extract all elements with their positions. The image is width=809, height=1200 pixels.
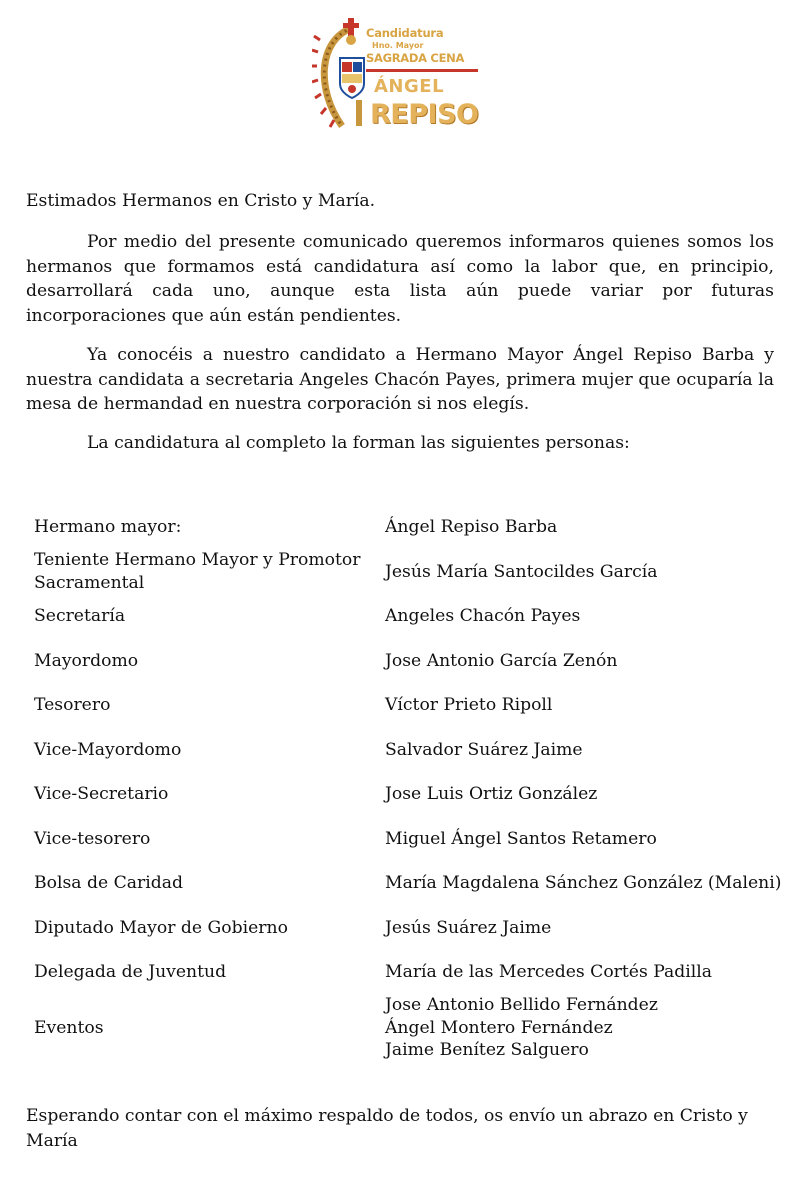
greeting: Estimados Hermanos en Cristo y María. bbox=[26, 191, 376, 211]
member-name: Ángel Repiso Barba bbox=[385, 517, 558, 537]
roster-row bbox=[34, 505, 784, 550]
roster-row bbox=[34, 817, 784, 862]
member-name: Jesús Suárez Jaime bbox=[385, 917, 552, 938]
roster-row bbox=[34, 639, 784, 684]
roster-row bbox=[34, 550, 784, 595]
role-cell: Secretaría bbox=[34, 606, 126, 626]
member-name: María Magdalena Sánchez González (Maleni) bbox=[385, 873, 782, 893]
member-cell bbox=[385, 694, 784, 717]
member-cell bbox=[385, 828, 784, 851]
member-name: Víctor Prieto Ripoll bbox=[385, 695, 553, 715]
role-cell: Vice-tesorero bbox=[34, 828, 151, 849]
logo-line-repiso: REPISO bbox=[370, 99, 479, 130]
logo-line-hno-mayor: Hno. Mayor bbox=[372, 41, 424, 50]
member-name: Salvador Suárez Jaime bbox=[385, 739, 583, 760]
role-cell: Hermano mayor: bbox=[34, 517, 182, 537]
emblem-icon bbox=[312, 18, 368, 136]
member-cell bbox=[385, 994, 784, 1062]
member-cell bbox=[385, 605, 784, 628]
member-name: María de las Mercedes Cortés Padilla bbox=[385, 962, 713, 982]
roster-row bbox=[34, 728, 784, 773]
role-cell: Delegada de Juventud bbox=[34, 962, 227, 982]
member-cell bbox=[385, 783, 784, 806]
closing-paragraph: Esperando contar con el máximo respaldo de todos, os envío un abrazo en Cristo y María bbox=[26, 1106, 748, 1151]
member-cell bbox=[385, 561, 784, 584]
candidacy-logo bbox=[312, 18, 482, 138]
role-cell: Tesorero bbox=[34, 695, 111, 715]
member-cell bbox=[385, 739, 784, 762]
member-name: Jesús María Santocildes García bbox=[385, 561, 658, 582]
roster-row bbox=[34, 772, 784, 817]
role-cell: Teniente Hermano Mayor y Promotor Sacramental bbox=[34, 550, 361, 593]
member-name: Jose Antonio García Zenón bbox=[385, 650, 618, 671]
member-cell bbox=[385, 961, 784, 984]
roster-row bbox=[34, 594, 784, 639]
role-cell: Eventos bbox=[34, 1017, 104, 1038]
candidacy-roster-table bbox=[34, 505, 784, 1062]
role-cell: Vice-Secretario bbox=[34, 784, 169, 804]
member-name: Jose Luis Ortiz González bbox=[385, 784, 598, 804]
member-name: Ángel Montero Fernández bbox=[385, 1017, 613, 1038]
candidates-paragraph: Ya conocéis a nuestro candidato a Hermano Mayor Ángel Repiso Barba y nuestra candidata a secretaria Angeles Chacón Payes, primera mujer que ocuparía la mesa de hermandad en nuestra corporación si nos elegís. bbox=[26, 345, 774, 414]
role-cell: Bolsa de Caridad bbox=[34, 873, 184, 893]
roster-row bbox=[34, 683, 784, 728]
logo-line-candidatura: Candidatura bbox=[366, 26, 444, 40]
member-name: Miguel Ángel Santos Retamero bbox=[385, 828, 657, 849]
logo-line-angel: ÁNGEL bbox=[374, 76, 445, 97]
role-cell: Diputado Mayor de Gobierno bbox=[34, 917, 288, 938]
member-name: Jose Antonio Bellido Fernández bbox=[385, 995, 658, 1016]
roster-row bbox=[34, 995, 784, 1062]
intro-paragraph: Por medio del presente comunicado queremos informaros quienes somos los hermanos que formamos está candidatura así como la labor que, en principio, desarrollará cada uno, aunque esta lista aún puede variar por futuras incorporaciones que aún están pendientes. bbox=[26, 232, 774, 326]
role-cell: Mayordomo bbox=[34, 650, 139, 671]
roster-intro-paragraph: La candidatura al completo la forman las siguientes personas: bbox=[87, 433, 630, 453]
member-name: Angeles Chacón Payes bbox=[385, 606, 581, 626]
roster-row bbox=[34, 950, 784, 995]
member-cell bbox=[385, 917, 784, 940]
member-cell bbox=[385, 650, 784, 673]
member-cell bbox=[385, 516, 784, 539]
member-name: Jaime Benítez Salguero bbox=[385, 1040, 589, 1061]
logo-line-sagrada-cena: SAGRADA CENA bbox=[366, 51, 465, 65]
logo-divider bbox=[366, 69, 478, 72]
roster-row bbox=[34, 861, 784, 906]
roster-row bbox=[34, 906, 784, 951]
member-cell bbox=[385, 872, 784, 895]
role-cell: Vice-Mayordomo bbox=[34, 739, 182, 760]
